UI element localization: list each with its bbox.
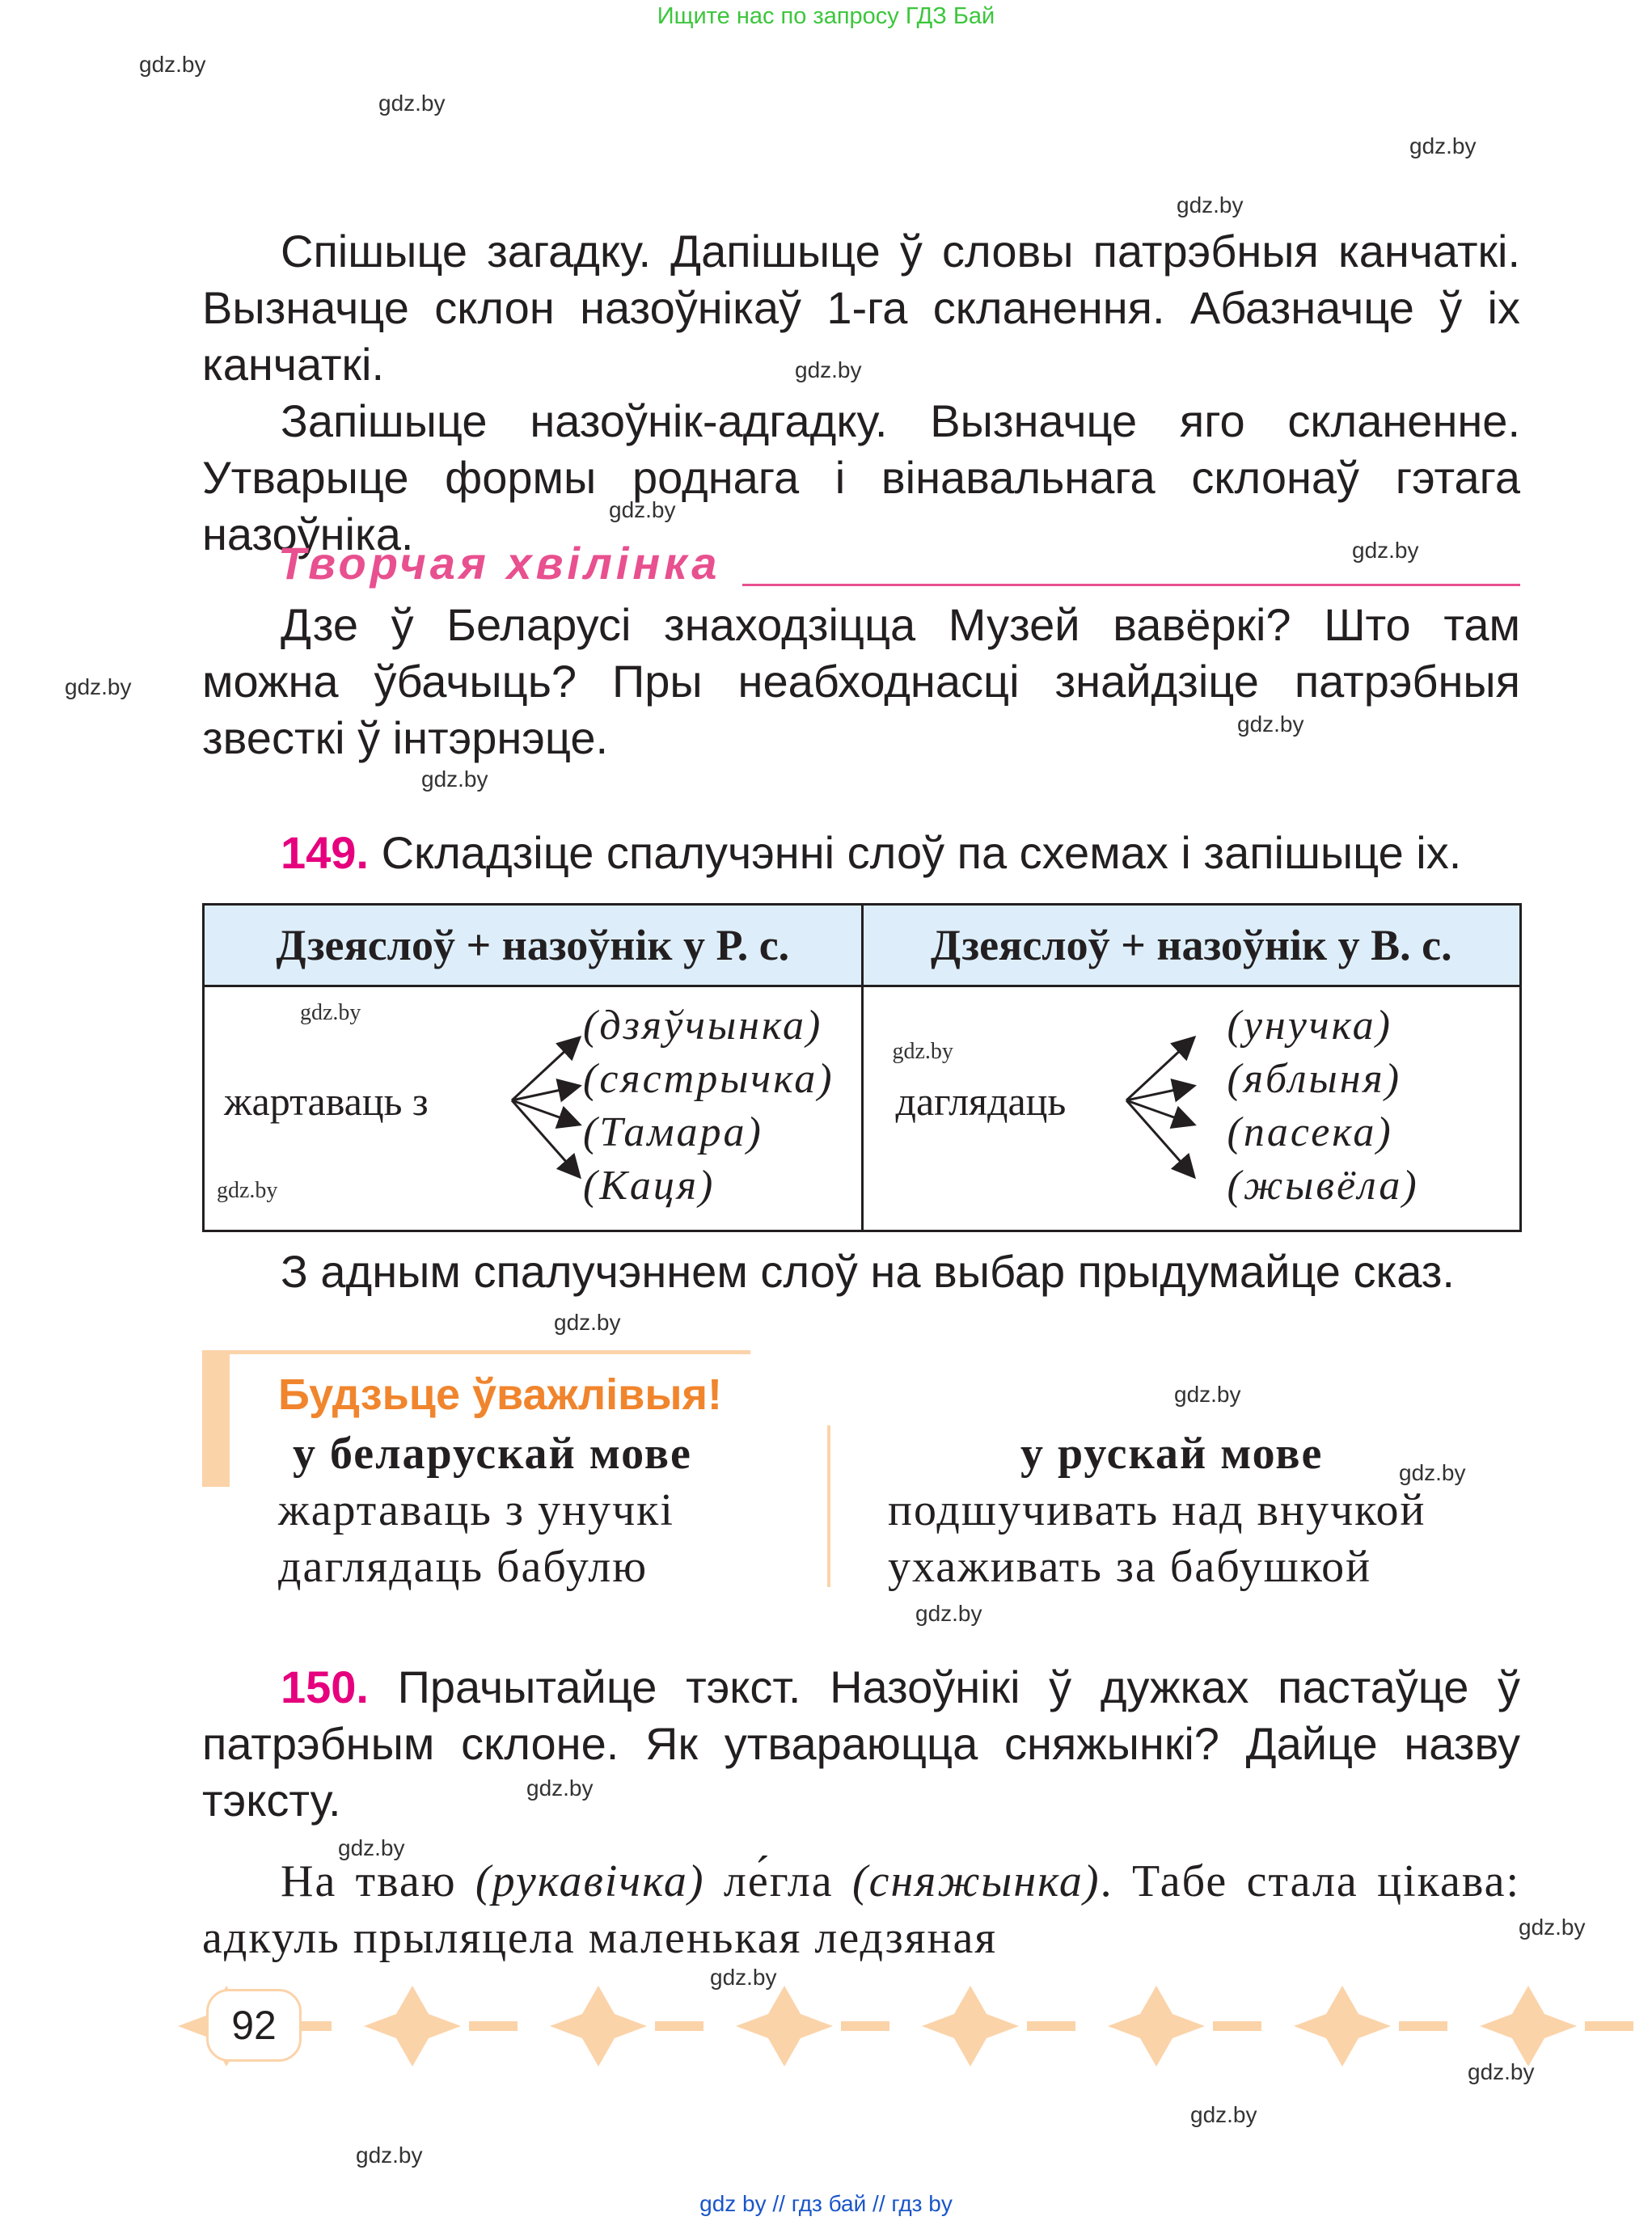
watermark: gdz.by [795,357,862,382]
caution-side-bar [202,1353,230,1487]
belarusian-title: у беларускай мове [293,1429,692,1479]
watermark: gdz.by [1468,2059,1535,2084]
text-fragment: . Табе стала цікава: адкуль прыляцела маленькая ледзяная [202,1856,1520,1963]
noun-option: (яблыня) [1227,1056,1402,1102]
russian-title: у рускай мове [1020,1429,1324,1479]
watermark: gdz.by [554,1310,621,1335]
text-fragment: ле́гла [723,1856,834,1906]
watermark: gdz.by [338,1835,405,1860]
watermark: gdz.by [710,1965,777,1990]
watermark: gdz.by [1409,133,1477,158]
after-text: З адным спалучэннем слоў на выбар прыдумайце сказ. [281,1246,1455,1297]
noun-option: (Каця) [583,1163,716,1209]
watermark: gdz.by [892,1039,953,1064]
watermark: gdz.by [1399,1460,1466,1485]
noun-option: (жывёла) [1227,1163,1419,1209]
creative-underline [742,584,1520,586]
watermark: gdz.by [356,2143,423,2168]
belarusian-line-2: даглядаць бабулю [278,1542,649,1592]
noun-option: (пасека) [1227,1109,1393,1155]
intro-text-1: Спішыце загадку. Дапішыце ў словы патрэбныя канчаткі. Вызначце склон назоўнікаў 1-га скланення. Абазначце ў іх канчаткі. [202,226,1520,390]
watermark: gdz.by [1352,538,1419,563]
watermark: gdz.by [609,497,676,522]
watermark: gdz.by [217,1178,278,1203]
intro-paragraph-1 [202,223,1520,393]
watermark: gdz.by [526,1775,594,1801]
folk-ornament-icon [154,1978,1650,2075]
exercise-149-after [202,1243,1520,1300]
verb: жартаваць з [224,1079,429,1124]
exercise-149-task [202,825,1520,881]
watermark: gdz.by [1174,1382,1241,1407]
watermark: gdz.by [378,91,446,116]
intro-text-2: Запішыце назоўнік-адгадку. Вызначце яго скланенне. Утварыце формы роднага і вінавальнага склонаў гэтага назоўніка. [202,395,1520,559]
watermark: gdz.by [1177,192,1244,217]
scheme-cell-genitive [204,986,863,1231]
task-text: Прачытайце тэкст. Назоўнікі ў дужках пастаўце ў патрэбным склоне. Як утвараюцца сняжынкі? Дайце назву тэксту. [202,1661,1520,1826]
bracket-noun: (сняжынка) [852,1856,1101,1906]
exercise-150-text [202,1853,1520,1966]
caution-title: Будзьце ўважлівыя! [278,1370,722,1419]
footer-links[interactable]: gdz by // гдз бай // гдз by [699,2191,953,2216]
noun-option: (унучка) [1227,1003,1392,1049]
watermark: gdz.by [1519,1915,1586,1940]
exercise-number: 149. [281,827,369,878]
bracket-noun: (рукавічка) [475,1856,705,1906]
caution-divider [827,1425,830,1587]
exercise-150-task [202,1659,1520,1829]
caution-top-line [202,1350,750,1354]
watermark: gdz.by [915,1601,982,1626]
watermark: gdz.by [65,674,132,699]
scheme-table [202,903,1522,1232]
noun-option: (Тамара) [583,1109,763,1155]
top-banner[interactable]: Ищите нас по запросу ГДЗ Бай [657,3,995,29]
noun-option: (сястрычка) [583,1056,834,1102]
watermark: gdz.by [1237,711,1304,737]
page-number: 92 [206,1989,302,2062]
watermark: gdz.by [1190,2102,1257,2127]
creative-paragraph [202,597,1520,766]
russian-line-1: подшучивать над внучкой [888,1485,1426,1535]
watermark: gdz.by [300,1000,361,1025]
creative-title: Творчая хвілінка [278,538,721,589]
creative-text: Дзе ў Беларусі знаходзіцца Музей вавёркі? Што там можна ўбачыць? Пры неабходнасці знайдзіце патрэбныя звесткі ў інтэрнэце. [202,599,1520,763]
noun-option: (дзяўчынка) [583,1003,823,1049]
exercise-number: 150. [281,1661,369,1712]
verb: даглядаць [895,1079,1067,1124]
russian-line-2: ухаживать за бабушкой [888,1542,1372,1592]
belarusian-line-1: жартаваць з унучкі [278,1485,674,1535]
scheme-cell-accusative [862,986,1521,1231]
column-header-genitive: Дзеяслоў + назоўнік у Р. с. [204,905,863,986]
arrows-icon [864,987,1519,1230]
column-header-accusative: Дзеяслоў + назоўнік у В. с. [862,905,1521,986]
watermark: gdz.by [139,52,206,77]
watermark: gdz.by [421,766,488,792]
task-text: Складзіце спалучэнні слоў па схемах і запішыце іх. [381,827,1462,878]
text-fragment: На тваю [281,1856,457,1906]
